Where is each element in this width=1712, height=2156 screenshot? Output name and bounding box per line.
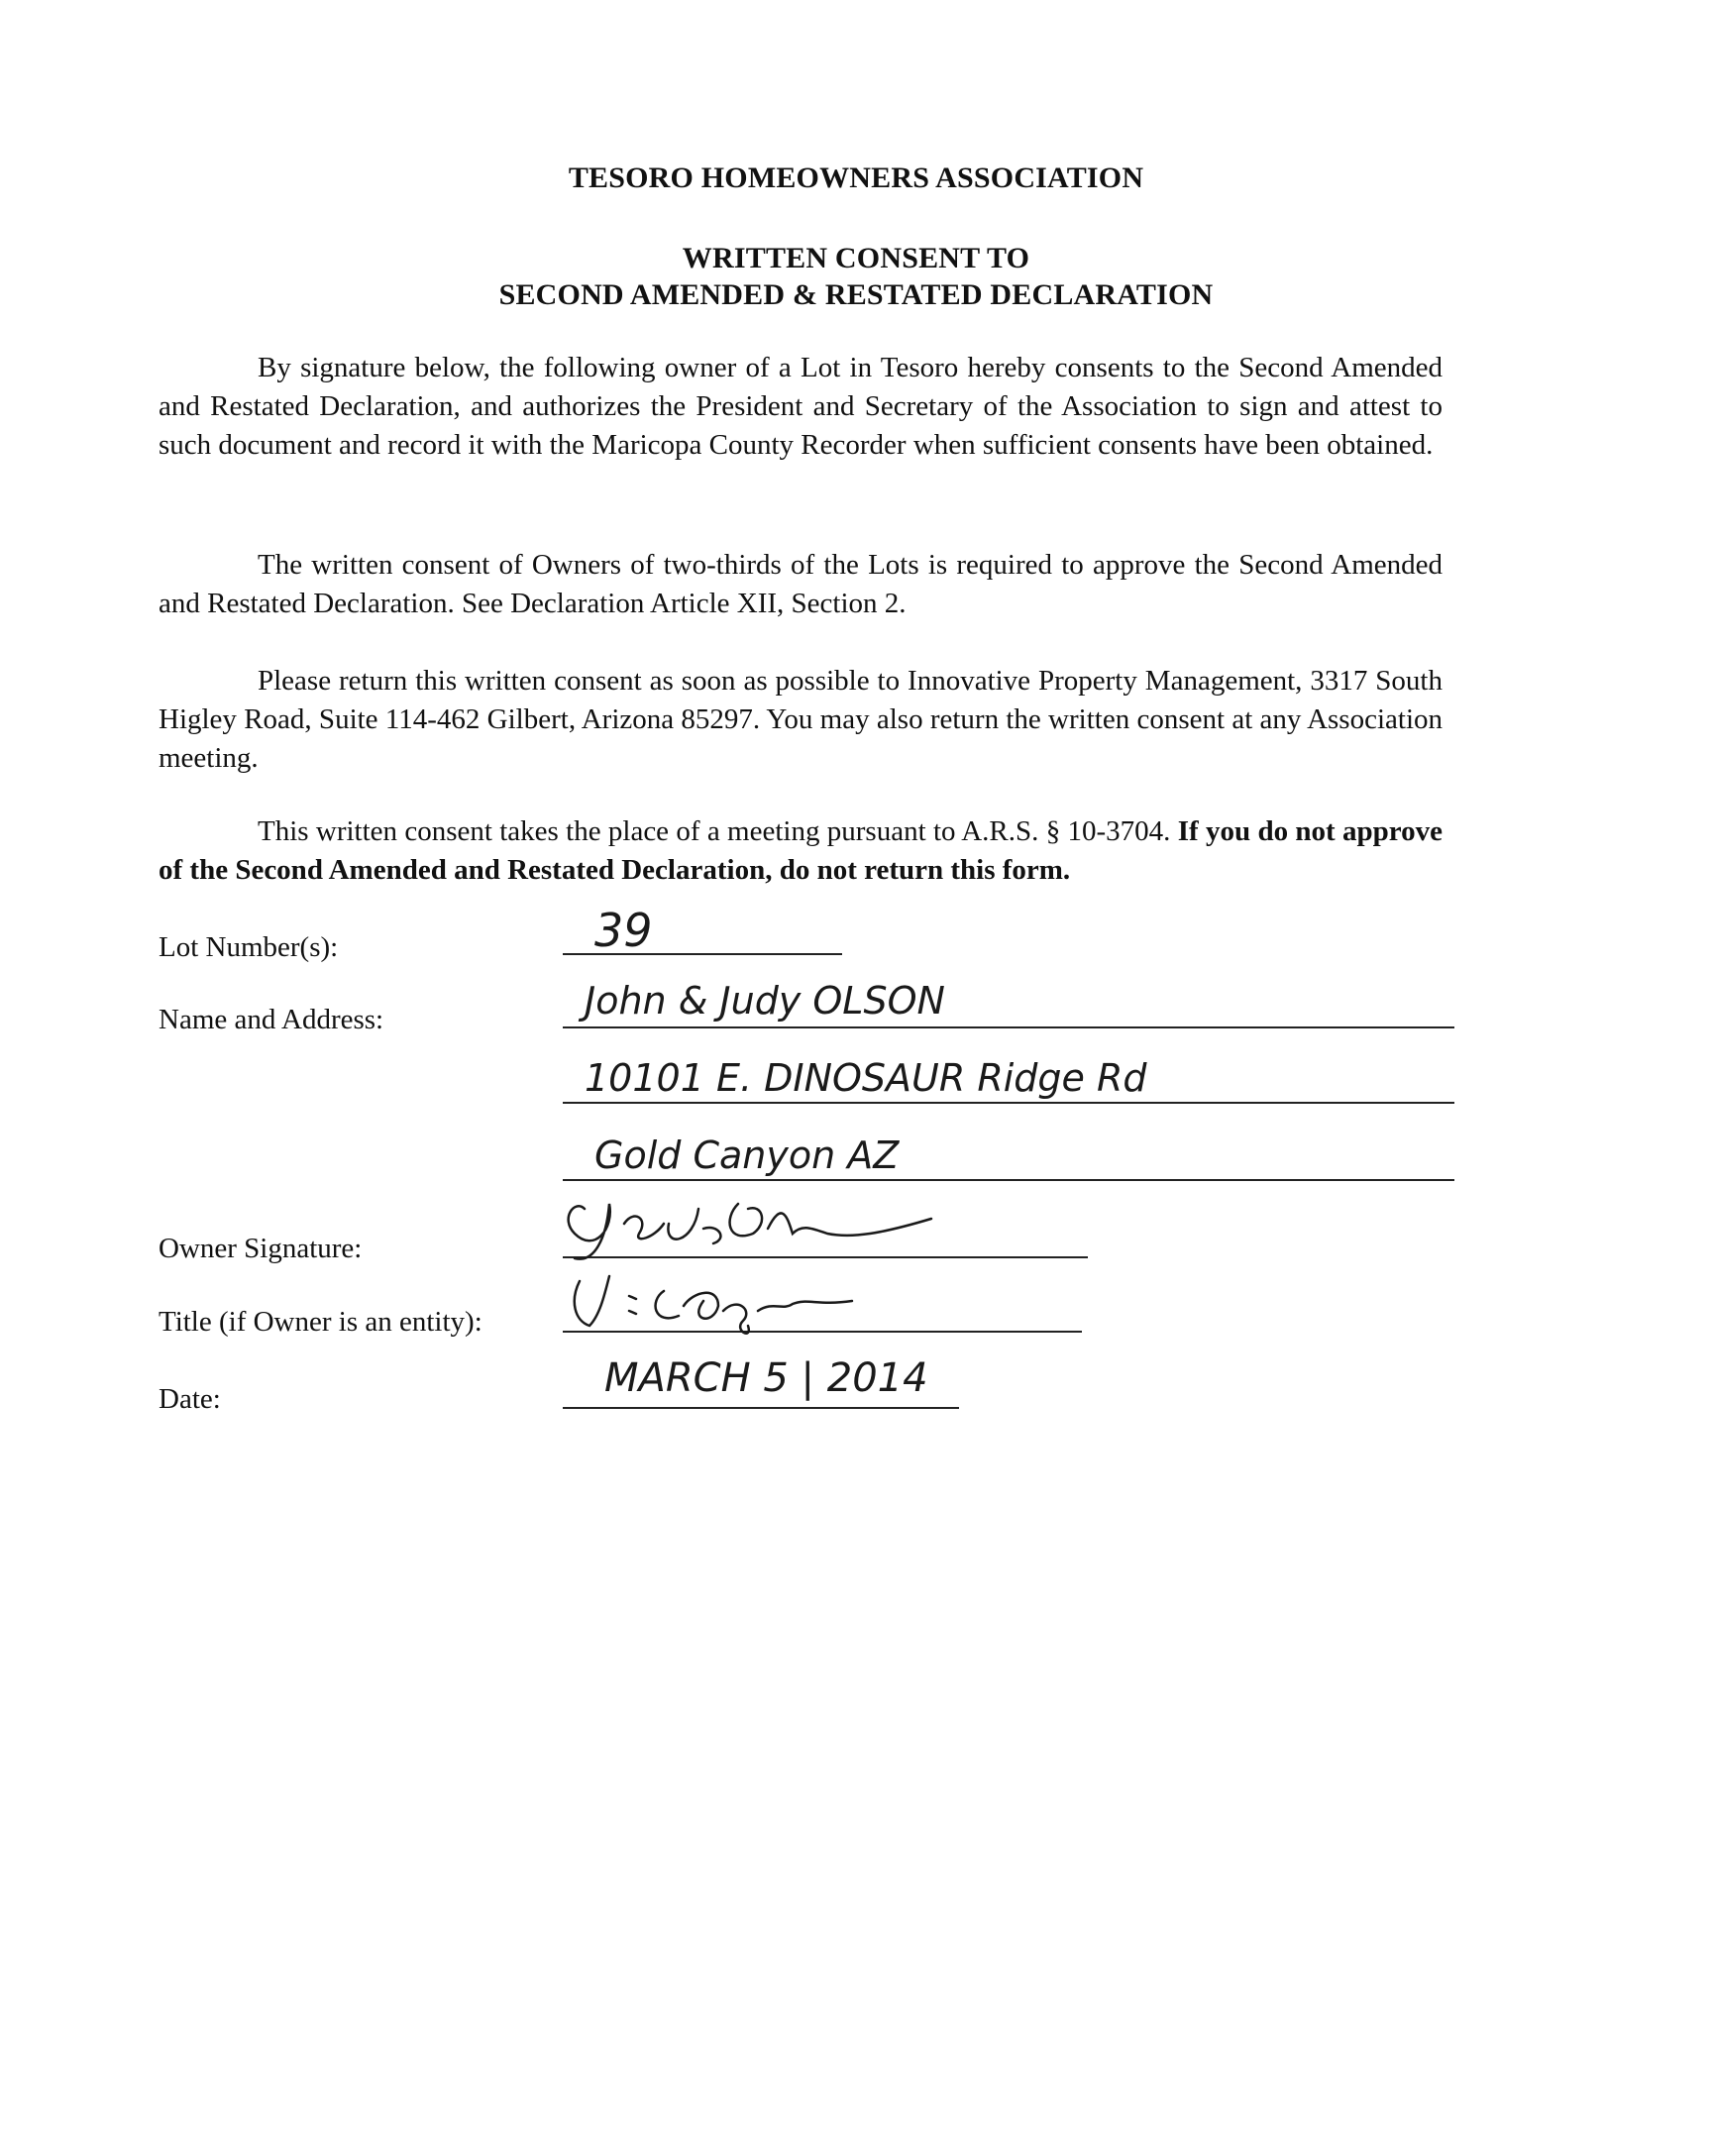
name-line (563, 1026, 1454, 1028)
name-address-label: Name and Address: (159, 1004, 384, 1035)
paragraph-two-thirds (159, 546, 1443, 623)
address-line-1-rule (563, 1102, 1454, 1104)
paragraph-meeting-notice (159, 812, 1443, 890)
date-label: Date: (159, 1383, 221, 1415)
address-line-2: Gold Canyon AZ (594, 1133, 900, 1177)
lot-number-label: Lot Number(s): (159, 931, 339, 963)
paragraph-meeting-warning: If you do not approve of the Second Amended and Restated Declaration, do not return this form. (159, 815, 1443, 886)
paragraph-return-instructions (159, 662, 1443, 778)
paragraph-consent (159, 349, 1443, 465)
title-label: Title (if Owner is an entity): (159, 1306, 482, 1338)
document-title-line2: SECOND AMENDED & RESTATED DECLARATION (498, 278, 1214, 311)
document-title-line1: WRITTEN CONSENT TO (682, 242, 1030, 274)
paragraph-two-thirds-text: The written consent of Owners of two-thirds of the Lots is required to approve the Second Amended and Restated Declaration. See Declaration Article XII, Section 2. (159, 549, 1443, 619)
date-value: MARCH 5 | 2014 (604, 1355, 928, 1401)
paragraph-consent-text: By signature below, the following owner of a Lot in Tesoro hereby consents to the Second Amended and Restated Declaration, and authorizes the President and Secretary of the Association to sign and attest to such document and record it with the Maricopa County Recorder when sufficient consents have been obtained. (159, 352, 1443, 461)
lot-number-value: 39 (594, 904, 653, 957)
address-line-1: 10101 E. DINOSAUR Ridge Rd (585, 1056, 1147, 1100)
address-line-2-rule (563, 1179, 1454, 1181)
association-title: TESORO HOMEOWNERS ASSOCIATION (568, 162, 1144, 194)
paragraph-meeting-text: This written consent takes the place of a meeting pursuant to A.R.S. § 10-3704. (258, 815, 1178, 847)
paragraph-return-text: Please return this written consent as soon as possible to Innovative Property Management, 3317 South Higley Road, Suite 114-462 Gilbert, Arizona 85297. You may also return the written consent at any Association meeting. (159, 665, 1443, 774)
owner-signature-label: Owner Signature: (159, 1233, 363, 1264)
name-value: John & Judy OLSON (585, 979, 945, 1023)
date-line (563, 1407, 959, 1409)
